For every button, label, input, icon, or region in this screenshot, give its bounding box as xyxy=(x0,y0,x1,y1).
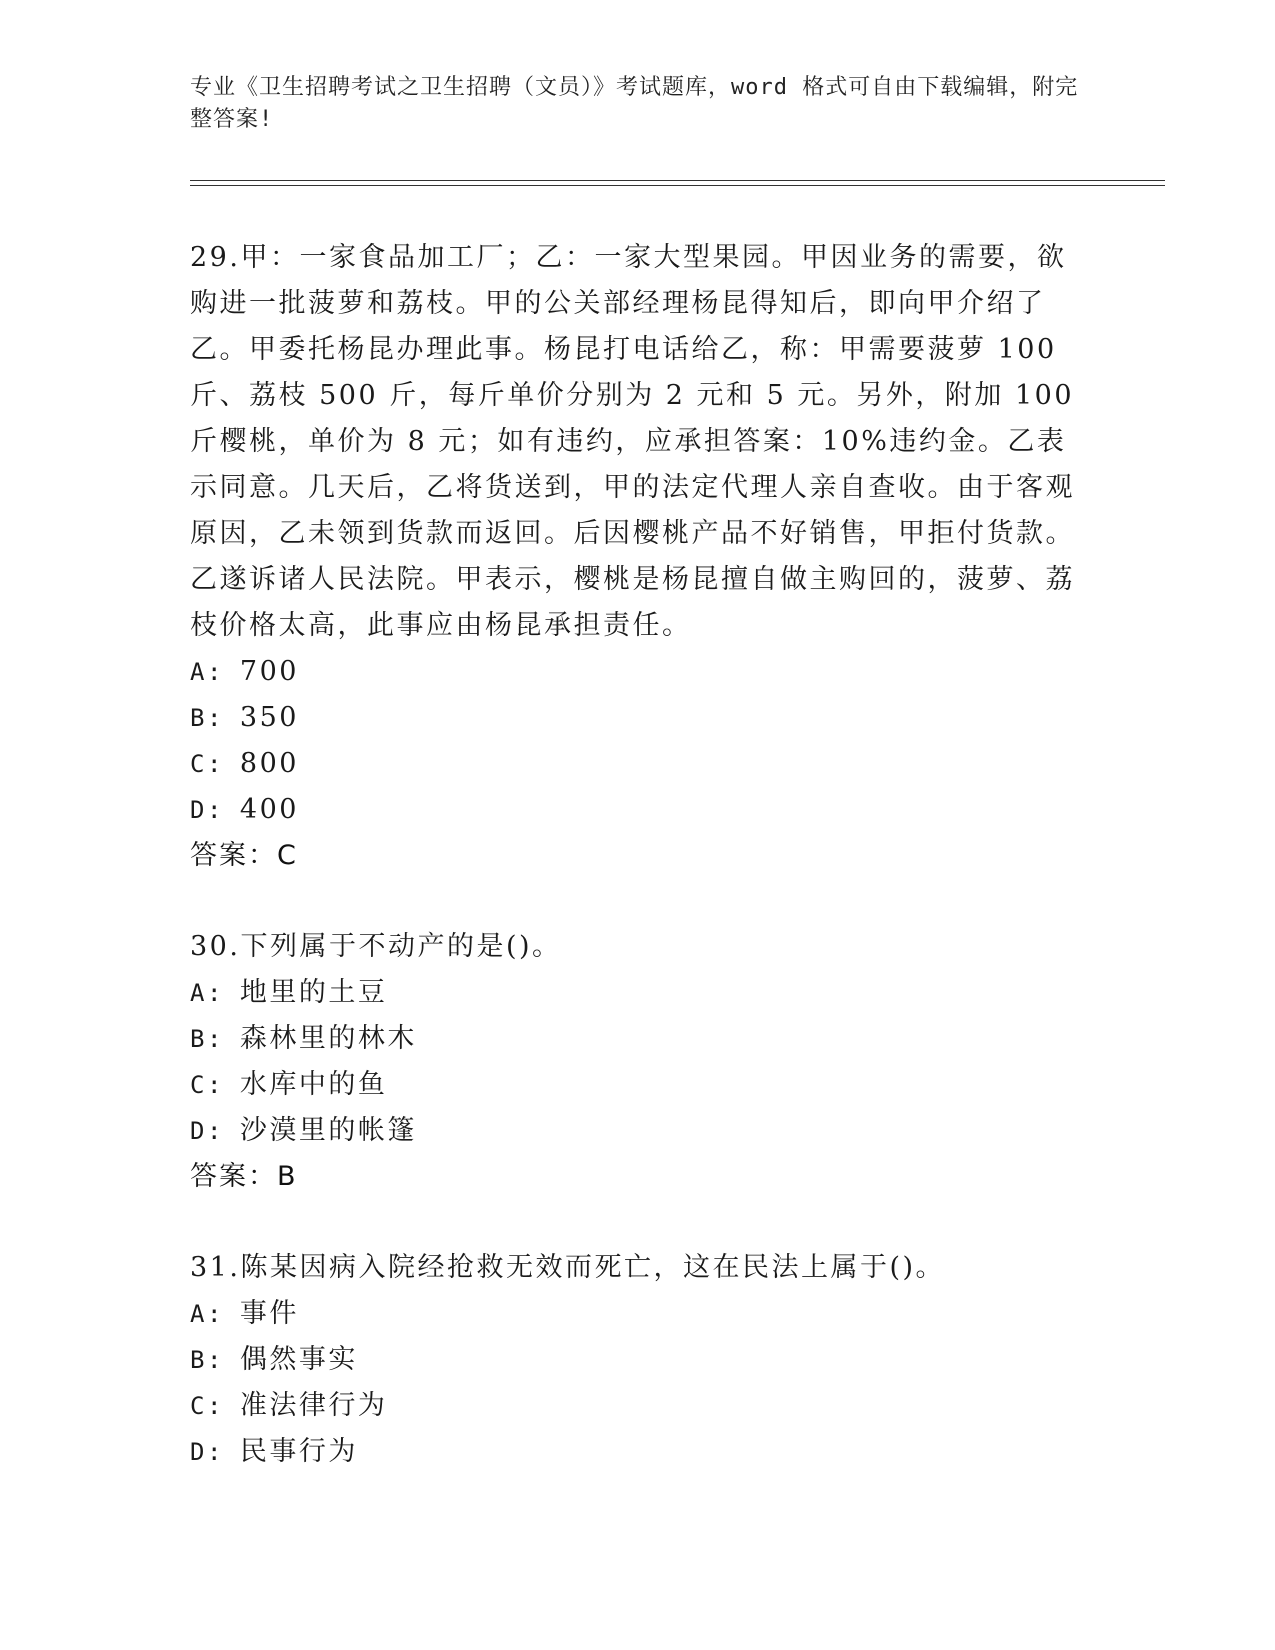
option-label: D: xyxy=(190,1117,224,1145)
option-d xyxy=(190,1429,1090,1475)
option-label: D: xyxy=(190,1438,224,1466)
question-30 xyxy=(190,924,1090,1200)
option-c xyxy=(190,1062,1090,1108)
option-text: 事件 xyxy=(239,1298,299,1329)
question-list xyxy=(190,235,1090,1520)
option-text: 地里的土豆 xyxy=(239,977,388,1008)
option-b xyxy=(190,1016,1090,1062)
option-label: C: xyxy=(190,1392,224,1420)
option-label: B: xyxy=(190,1025,224,1053)
option-c xyxy=(190,1383,1090,1429)
option-d xyxy=(190,1108,1090,1154)
header-divider-bottom xyxy=(190,185,1165,186)
option-b xyxy=(190,695,1090,741)
question-29 xyxy=(190,235,1090,879)
option-text: 400 xyxy=(239,794,299,825)
option-label: A: xyxy=(190,658,224,686)
answer-line: 答案：B xyxy=(190,1161,298,1192)
question-text: 30.下列属于不动产的是()。 xyxy=(190,931,562,962)
option-text: 水库中的鱼 xyxy=(239,1069,388,1100)
option-d xyxy=(190,787,1090,833)
option-a xyxy=(190,649,1090,695)
option-label: B: xyxy=(190,1346,224,1374)
option-text: 350 xyxy=(239,702,299,733)
answer-line: 答案：C xyxy=(190,840,298,871)
option-text: 森林里的林木 xyxy=(239,1023,417,1054)
option-label: A: xyxy=(190,1300,224,1328)
question-text: 31.陈某因病入院经抢救无效而死亡，这在民法上属于()。 xyxy=(190,1252,946,1283)
question-text: 29.甲：一家食品加工厂；乙：一家大型果园。甲因业务的需要，欲购进一批菠萝和荔枝。甲的公关部经理杨昆得知后，即向甲介绍了乙。甲委托杨昆办理此事。杨昆打电话给乙，称：甲需要菠萝 100 斤、荔枝 500 斤，每斤单价分别为 2 元和 5 元。另外，附加 100 斤樱桃，单价为 8 元；如有违约，应承担答案：10%违约金。乙表示同意。几天后，乙将货送到，甲的法定代理人亲自查收。由于客观原因，乙未领到货款而返回。后因樱桃产品不好销售，甲拒付货款。乙遂诉诸人民法院。甲表示，樱桃是杨昆擅自做主购回的，菠萝、荔枝价格太高，此事应由杨昆承担责任。 xyxy=(190,242,1075,641)
option-text: 偶然事实 xyxy=(239,1344,358,1375)
option-text: 800 xyxy=(239,748,299,779)
question-31 xyxy=(190,1245,1090,1475)
option-label: C: xyxy=(190,750,224,778)
option-text: 700 xyxy=(239,656,299,687)
option-a xyxy=(190,970,1090,1016)
option-c xyxy=(190,741,1090,787)
option-text: 准法律行为 xyxy=(239,1390,388,1421)
option-text: 沙漠里的帐篷 xyxy=(239,1115,417,1146)
option-label: B: xyxy=(190,704,224,732)
option-label: D: xyxy=(190,796,224,824)
option-label: A: xyxy=(190,979,224,1007)
option-label: C: xyxy=(190,1071,224,1099)
document-header: 专业《卫生招聘考试之卫生招聘（文员）》考试题库，word 格式可自由下载编辑，附完整答案! xyxy=(190,75,1079,132)
option-text: 民事行为 xyxy=(239,1436,358,1467)
header-divider-top xyxy=(190,180,1165,181)
option-a xyxy=(190,1291,1090,1337)
option-b xyxy=(190,1337,1090,1383)
